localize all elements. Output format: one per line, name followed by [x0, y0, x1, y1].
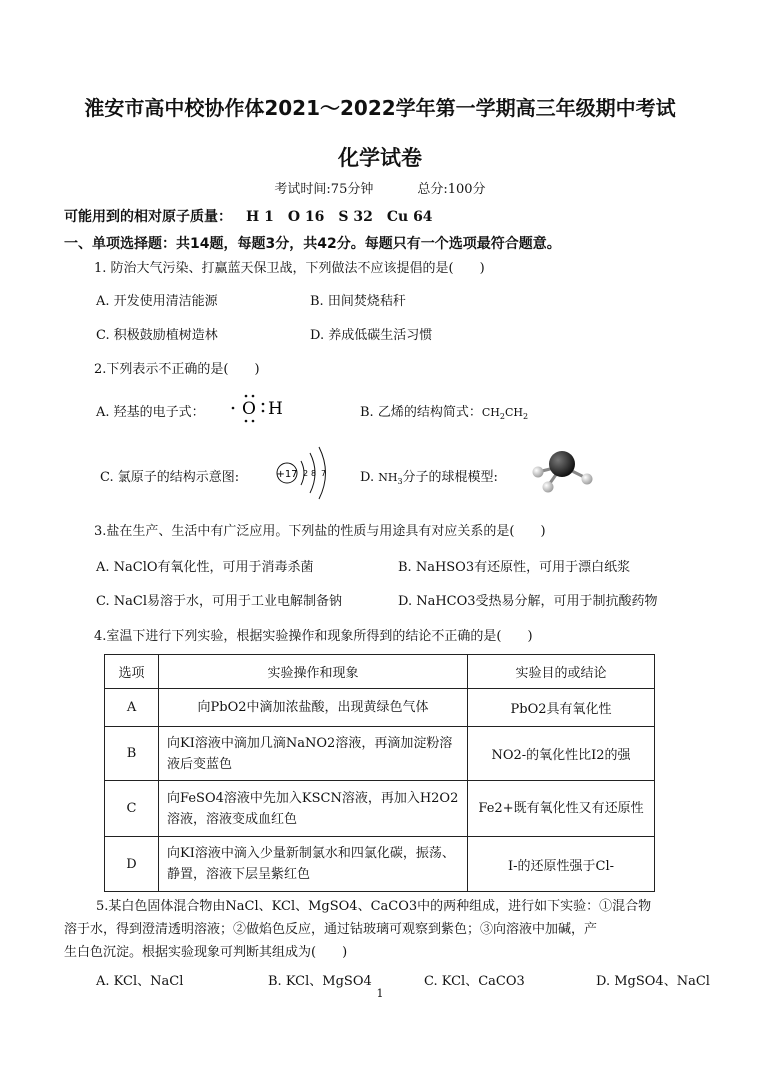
exam-subtitle: 化学试卷	[338, 146, 422, 170]
q2-option-a: A. 羟基的电子式：	[96, 405, 205, 420]
q2-option-b	[360, 401, 528, 421]
q2-stem: 2.下列表示不正确的是( )	[94, 362, 260, 377]
q5-line-1: 5.某白色固体混合物由NaCl、KCl、MgSO4、CaCO3中的两种组成，进行如下实验：①混合物	[96, 899, 652, 914]
q3-option-c: C. NaCl易溶于水，可用于工业电解制备钠	[96, 594, 342, 609]
header-operation: 实验操作和现象	[159, 655, 468, 689]
q5-line-2: 溶于水，得到澄清透明溶液；②做焰色反应，通过钴玻璃可观察到紫色；③向溶液中加碱，产	[64, 922, 598, 937]
q2-option-d-label: D.	[360, 470, 379, 485]
table-row	[105, 781, 655, 837]
row-b-operation: 向KI溶液中滴加几滴NaNO2溶液，再滴加淀粉溶液后变蓝色	[159, 727, 468, 781]
exam-info	[0, 178, 760, 197]
header-option: 选项	[105, 655, 159, 689]
mass-o: O 16	[287, 209, 325, 225]
svg-text:H: H	[268, 399, 283, 419]
q3-option-d: D. NaHCO3受热易分解，可用于制抗酸药物	[398, 594, 658, 609]
q1-option-a: A. 开发使用清洁能源	[96, 294, 218, 309]
shell-1-count: 2	[303, 469, 309, 478]
q1-option-b: B. 田间焚烧秸秆	[310, 294, 406, 309]
row-c-conclusion: Fe2+既有氧化性又有还原性	[468, 781, 655, 837]
q1-option-c: C. 积极鼓励植树造林	[96, 328, 218, 343]
exam-time: 考试时间:75分钟	[274, 182, 374, 197]
row-a-option: A	[105, 689, 159, 727]
atomic-mass-label: 可能用到的相对原子质量：	[64, 209, 232, 225]
q5-option-d: D. MgSO4、NaCl	[596, 974, 710, 989]
row-c-option: C	[105, 781, 159, 837]
exam-score: 总分:100分	[417, 182, 486, 197]
ethylene-formula: $CH_2CH_2$	[481, 406, 529, 422]
row-a-operation: 向PbO2中滴加浓盐酸，出现黄绿色气体	[159, 689, 468, 727]
shell-3-count: 7	[321, 469, 327, 478]
q2-option-d	[360, 466, 498, 486]
q1-option-d: D. 养成低碳生活习惯	[310, 328, 433, 343]
row-d-operation: 向KI溶液中滴入少量新制氯水和四氯化碳，振荡、静置，溶液下层呈紫红色	[159, 837, 468, 892]
row-b-option: B	[105, 727, 159, 781]
q5-option-c: C. KCl、CaCO3	[424, 974, 525, 989]
table-row	[105, 689, 655, 727]
q3-stem: 3.盐在生产、生活中有广泛应用。下列盐的性质与用途具有对应关系的是( )	[94, 524, 546, 539]
hydroxyl-electron-formula	[226, 392, 296, 424]
q5-line-3: 生白色沉淀。根据实验现象可判断其组成为( )	[64, 945, 348, 960]
q5-option-b: B. KCl、MgSO4	[268, 974, 372, 989]
exam-title: 淮安市高中校协作体2021～2022学年第一学期高三年级期中考试	[84, 96, 676, 120]
q5-option-a: A. KCl、NaCl	[96, 974, 184, 989]
chlorine-atom-diagram	[274, 445, 336, 501]
ammonia-ball-stick-model	[524, 446, 602, 496]
q4-table	[104, 654, 655, 892]
table-header-row	[105, 655, 655, 689]
row-b-conclusion: NO2-的氧化性比I2的强	[468, 727, 655, 781]
shell-2-count: 8	[311, 469, 317, 478]
svg-text:O: O	[242, 399, 256, 419]
q3-option-b: B. NaHSO3有还原性，可用于漂白纸浆	[398, 560, 631, 575]
atomic-masses	[64, 206, 433, 226]
section-heading: 一、单项选择题：共14题，每题3分，共42分。每题只有一个选项最符合题意。	[64, 236, 561, 252]
mass-s: S 32	[338, 209, 373, 225]
q1-stem: 1. 防治大气污染、打赢蓝天保卫战，下列做法不应该提倡的是( )	[94, 261, 485, 276]
table-row	[105, 727, 655, 781]
q2-option-b-label: B. 乙烯的结构简式：	[360, 405, 482, 420]
mass-cu: Cu 64	[386, 209, 433, 225]
page-number: 1	[376, 987, 384, 1000]
q2-option-d-text: 分子的球棍模型:	[402, 470, 498, 485]
row-d-option: D	[105, 837, 159, 892]
nucleus-label: +17	[276, 469, 298, 480]
row-a-conclusion: PbO2具有氧化性	[468, 689, 655, 727]
ammonia-formula: $NH_3$	[378, 471, 403, 487]
header-conclusion: 实验目的或结论	[468, 655, 655, 689]
q2-option-c: C. 氯原子的结构示意图:	[100, 470, 240, 485]
table-row	[105, 837, 655, 892]
q4-stem: 4.室温下进行下列实验，根据实验操作和现象所得到的结论不正确的是( )	[94, 629, 533, 644]
row-d-conclusion: I-的还原性强于Cl-	[468, 837, 655, 892]
q3-option-a: A. NaClO有氧化性，可用于消毒杀菌	[96, 560, 314, 575]
row-c-operation: 向FeSO4溶液中先加入KSCN溶液，再加入H2O2溶液，溶液变成血红色	[159, 781, 468, 837]
mass-h: H 1	[246, 209, 274, 225]
